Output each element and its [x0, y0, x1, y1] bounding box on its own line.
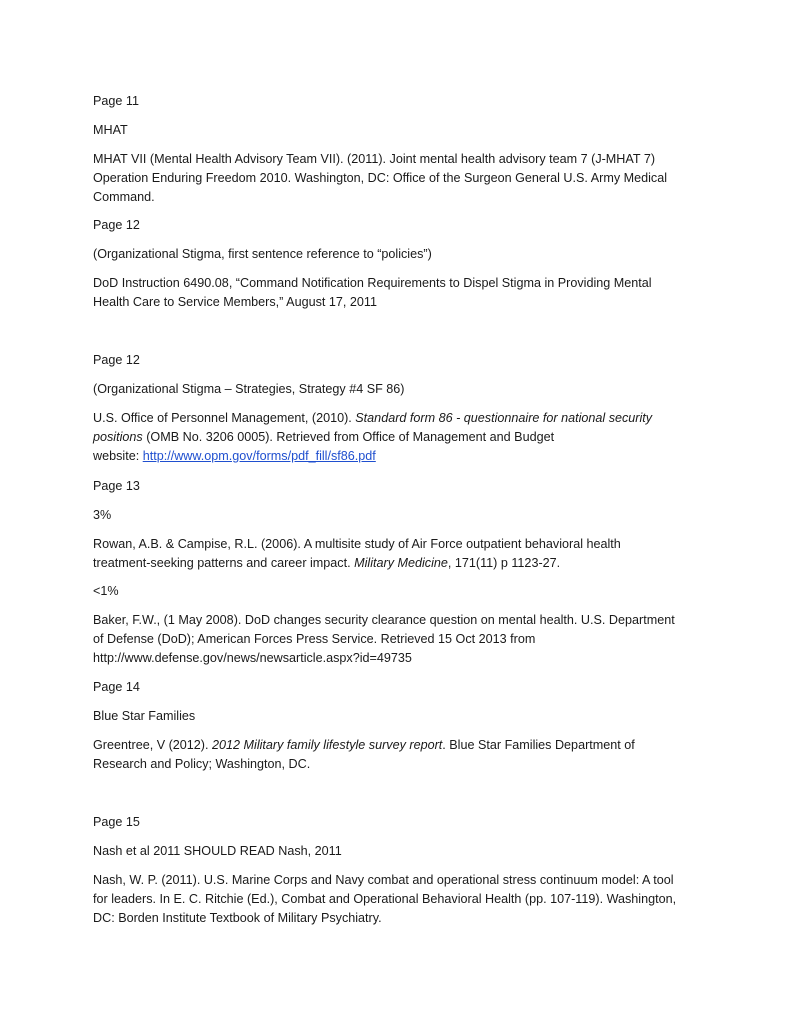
section-label: Blue Star Families — [93, 709, 196, 723]
reference-text: for leaders. In E. C. Ritchie (Ed.), Combat and Operational Behavioral Health (pp. 107-119). Washington, — [93, 892, 677, 906]
reference-text: Health Care to Service Members,” August 17, 2011 — [93, 295, 377, 309]
page-number-label: Page 11 — [93, 94, 139, 108]
page-heading — [93, 477, 708, 496]
reference-text: . Blue Star Families Department of — [442, 738, 635, 752]
reference-title: Standard form 86 - questionnaire for national security — [355, 411, 653, 425]
reference-url: http://www.defense.gov/news/newsarticle.aspx?id=49735 — [93, 651, 412, 665]
page-number-label: Page 12 — [93, 218, 140, 232]
page-heading — [93, 813, 708, 832]
context-note — [93, 380, 708, 399]
reference-baker — [93, 611, 708, 668]
reference-dod-instruction — [93, 274, 708, 312]
page-number-label: Page 12 — [93, 353, 140, 367]
reference-text: , 171(11) p 1123-27. — [447, 556, 561, 570]
page-heading — [93, 678, 708, 697]
reference-text: Operation Enduring Freedom 2010. Washington, DC: Office of the Surgeon General U.S. Army Medical — [93, 171, 668, 185]
reference-text: (OMB No. 3206 0005). Retrieved from Office of Management and Budget — [142, 430, 555, 444]
page-heading — [93, 92, 708, 111]
reference-text: of Defense (DoD); American Forces Press Service. Retrieved 15 Oct 2013 from — [93, 632, 536, 646]
section-heading — [93, 121, 708, 140]
statistic-note — [93, 506, 708, 525]
reference-text: website: — [93, 449, 143, 463]
reference-text: treatment-seeking patterns and career impact. — [93, 556, 355, 570]
sf86-link[interactable]: http://www.opm.gov/forms/pdf_fill/sf86.pdf — [142, 449, 376, 463]
reference-text: Nash, W. P. (2011). U.S. Marine Corps and Navy combat and operational stress continuum model: A tool — [93, 873, 674, 887]
page-heading — [93, 216, 708, 235]
statistic-text: 3% — [93, 508, 112, 522]
note-text: (Organizational Stigma – Strategies, Strategy #4 SF 86) — [93, 382, 405, 396]
page-number-label: Page 15 — [93, 815, 140, 829]
reference-text: U.S. Office of Personnel Management, (2010). — [93, 411, 356, 425]
page-number-label: Page 14 — [93, 680, 140, 694]
reference-rowan — [93, 535, 708, 573]
reference-title: positions — [93, 430, 143, 444]
reference-text: DoD Instruction 6490.08, “Command Notification Requirements to Dispel Stigma in Providing Mental — [93, 276, 652, 290]
page-heading — [93, 351, 708, 370]
reference-nash — [93, 871, 708, 928]
note-text: Nash et al 2011 SHOULD READ Nash, 2011 — [93, 844, 342, 858]
page-number-label: Page 13 — [93, 479, 140, 493]
reference-mhat — [93, 150, 708, 207]
reference-greentree — [93, 736, 708, 774]
reference-text: DC: Borden Institute Textbook of Military Psychiatry. — [93, 911, 382, 925]
reference-text: Baker, F.W., (1 May 2008). DoD changes security clearance question on mental health. U.S. Department — [93, 613, 675, 627]
reference-opm — [93, 409, 708, 466]
section-label: MHAT — [93, 123, 128, 137]
note-text: (Organizational Stigma, first sentence reference to “policies”) — [93, 247, 432, 261]
reference-text: Greentree, V (2012). — [93, 738, 213, 752]
reference-text: Research and Policy; Washington, DC. — [93, 757, 311, 771]
context-note — [93, 245, 708, 264]
reference-title: 2012 Military family lifestyle survey report — [212, 738, 443, 752]
section-heading — [93, 707, 708, 726]
statistic-text: <1% — [93, 584, 119, 598]
statistic-note — [93, 582, 708, 601]
reference-text: Rowan, A.B. & Campise, R.L. (2006). A multisite study of Air Force outpatient behavioral health — [93, 537, 621, 551]
reference-text: Command. — [93, 190, 155, 204]
reference-journal: Military Medicine — [354, 556, 448, 570]
reference-text: MHAT VII (Mental Health Advisory Team VII). (2011). Joint mental health advisory team 7 (J-MHAT 7) — [93, 152, 656, 166]
correction-note — [93, 842, 708, 861]
